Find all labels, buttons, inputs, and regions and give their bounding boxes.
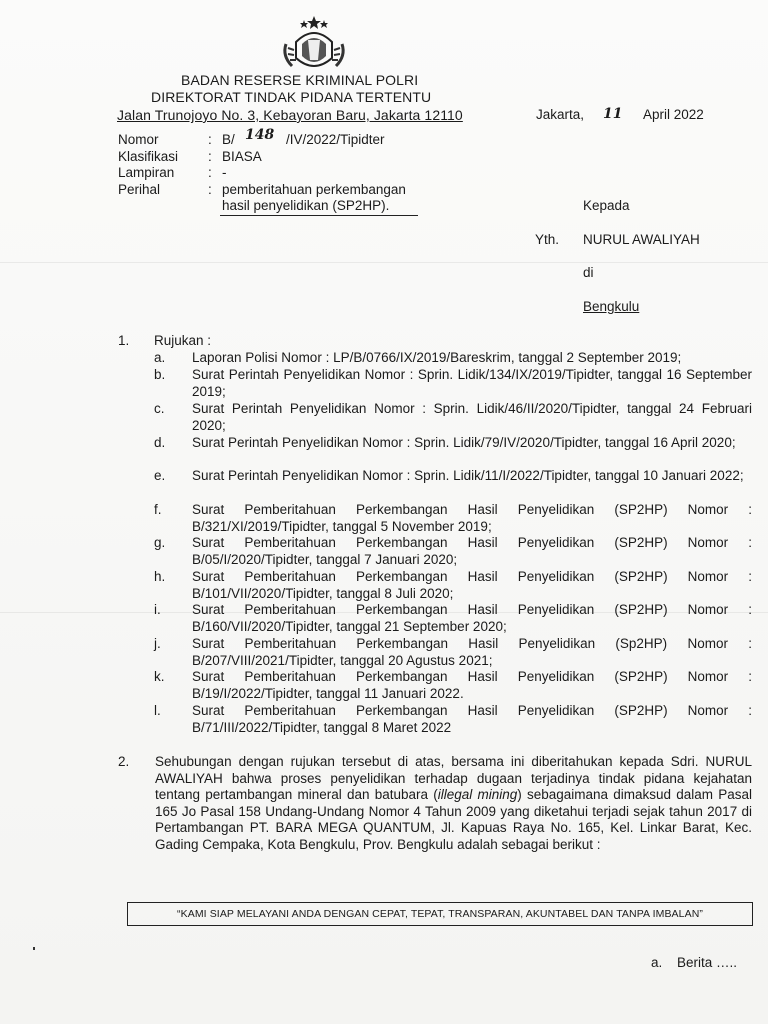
list-item-letter: d. — [154, 435, 166, 450]
list-item-letter: g. — [154, 535, 166, 550]
colon: : — [208, 182, 212, 197]
colon: : — [208, 132, 212, 147]
list-item-text: Surat Perintah Penyelidikan Nomor : Sprin. Lidik/11/I/2022/Tipidter, tanggal 10 Januari 2022; — [192, 468, 744, 483]
list-item-letter: b. — [154, 367, 166, 382]
nomor-prefix: B/ — [222, 132, 235, 147]
list-item — [154, 636, 754, 669]
date-city: Jakarta, — [536, 107, 585, 122]
list-item — [154, 350, 754, 366]
list-item — [154, 435, 754, 468]
lampiran-label: Lampiran — [118, 165, 175, 180]
perihal-line-1: pemberitahuan perkembangan — [222, 182, 406, 197]
police-emblem-logo — [278, 14, 350, 76]
list-item-letter: l. — [154, 703, 161, 718]
list-item-text: Surat Pemberitahuan Perkembangan Hasil Penyelidikan (SP2HP) Nomor : B/321/XI/2019/Tipidter, tanggal 5 November 2019; — [192, 502, 752, 534]
list-item-text: Surat Pemberitahuan Perkembangan Hasil Penyelidikan (SP2HP) Nomor : B/19/I/2022/Tipidter, tanggal 11 Januari 2022. — [192, 669, 752, 701]
list-item-text: Surat Pemberitahuan Perkembangan Hasil Penyelidikan (SP2HP) Nomor : B/71/III/2022/Tipidter, tanggal 8 Maret 2022 — [192, 703, 752, 735]
service-motto-box: “KAMI SIAP MELAYANI ANDA DENGAN CEPAT, TEPAT, TRANSPARAN, AKUNTABEL DAN TANPA IMBALAN” — [127, 902, 753, 926]
list-item-text: Surat Perintah Penyelidikan Nomor : Sprin. Lidik/79/IV/2020/Tipidter, tanggal 16 April 2020; — [192, 435, 736, 450]
list-item-letter: c. — [154, 401, 165, 416]
di-label: di — [583, 265, 594, 280]
section-2-paragraph — [155, 754, 752, 853]
klasifikasi-label: Klasifikasi — [118, 149, 179, 164]
list-item-letter: f. — [154, 502, 162, 517]
yth-label: Yth. — [535, 232, 560, 247]
nomor-suffix: /IV/2022/Tipidter — [286, 132, 385, 147]
list-item-letter: a. — [154, 350, 166, 365]
section-2-text-a: Sehubungan dengan rujukan tersebut di atas, bersama ini diberitahukan kepada Sdri. NURUL AWALIYAH bahwa proses penyelidikan terhadap dugaan terjadinya tindak pidana kejahatan tentang pertambangan mineral dan batubara ( — [155, 754, 752, 802]
list-item-text: Surat Perintah Penyelidikan Nomor : Sprin. Lidik/134/IX/2019/Tipidter, tanggal 16 September 2019; — [192, 367, 752, 399]
list-item — [154, 602, 754, 635]
directorate-name: DIREKTORAT TINDAK PIDANA TERTENTU — [151, 89, 432, 105]
section-1-title: Rujukan : — [154, 333, 212, 348]
perihal-underline — [220, 215, 418, 216]
list-item-text: Laporan Polisi Nomor : LP/B/0766/IX/2019/Bareskrim, tanggal 2 September 2019; — [192, 350, 682, 365]
list-item — [154, 401, 754, 434]
scan-speck — [33, 947, 35, 950]
date-day: 11 — [603, 106, 623, 122]
list-item-text: Surat Pemberitahuan Perkembangan Hasil Penyelidikan (SP2HP) Nomor : B/101/VII/2020/Tipidter, tanggal 8 Juli 2020; — [192, 569, 752, 601]
continuation-letter: a. — [651, 955, 663, 970]
kepada-label: Kepada — [583, 198, 630, 213]
perihal-line-2: hasil penyelidikan (SP2HP). — [222, 198, 390, 213]
colon: : — [208, 149, 212, 164]
list-item — [154, 367, 754, 400]
list-item-letter: i. — [154, 602, 161, 617]
list-item-text: Surat Pemberitahuan Perkembangan Hasil Penyelidikan (SP2HP) Nomor : B/05/I/2020/Tipidter, tanggal 7 Januari 2020; — [192, 535, 752, 567]
list-item — [154, 535, 754, 568]
list-item-text: Surat Pemberitahuan Perkembangan Hasil Penyelidikan (SP2HP) Nomor : B/160/VII/2020/Tipidter, tanggal 21 September 2020; — [192, 602, 752, 634]
list-item — [154, 468, 754, 501]
section-2-text-b: ) sebagaimana dimaksud dalam Pasal 165 Jo Pasal 158 Undang-Undang Nomor 4 Tahun 2009 yang diketahui terjadi sejak tahun 2017 di Pertambangan PT. BARA MEGA QUANTUM, Jl. Kapuas Raya No. 165, Kel. Linkar Barat, Kec. Gading Cempaka, Kota Bengkulu, Prov. Bengkulu adalah sebagai berikut : — [155, 787, 753, 852]
list-item-letter: h. — [154, 569, 166, 584]
list-item-letter: j. — [154, 636, 161, 651]
nomor-label: Nomor — [118, 132, 159, 147]
section-2-number: 2. — [118, 754, 130, 769]
section-1-number: 1. — [118, 333, 130, 348]
list-item-text: Surat Pemberitahuan Perkembangan Hasil Penyelidikan (Sp2HP) Nomor : B/207/VIII/2021/Tipidter, tanggal 20 Agustus 2021; — [192, 636, 752, 668]
list-item — [154, 669, 754, 702]
institution-name: BADAN RESERSE KRIMINAL POLRI — [181, 72, 419, 88]
list-item — [154, 502, 754, 535]
paper-fold-line — [0, 262, 768, 263]
colon: : — [208, 165, 212, 180]
lampiran-value: - — [222, 165, 227, 180]
recipient-place: Bengkulu — [583, 299, 640, 314]
klasifikasi-value: BIASA — [222, 149, 262, 164]
continuation-text: Berita ….. — [677, 955, 738, 970]
address-line: Jalan Trunojoyo No. 3, Kebayoran Baru, Jakarta 12110 — [117, 107, 463, 123]
list-item — [154, 703, 754, 736]
list-item-text: Surat Perintah Penyelidikan Nomor : Sprin. Lidik/46/II/2020/Tipidter, tanggal 24 Februari 2020; — [192, 401, 752, 433]
list-item — [154, 569, 754, 602]
nomor-handwritten: 148 — [245, 127, 275, 143]
list-item-letter: e. — [154, 468, 166, 483]
recipient-name: NURUL AWALIYAH — [583, 232, 700, 247]
list-item-letter: k. — [154, 669, 165, 684]
perihal-label: Perihal — [118, 182, 161, 197]
date-month-year: April 2022 — [643, 107, 704, 122]
section-2-italic-term: illegal mining — [437, 787, 518, 802]
